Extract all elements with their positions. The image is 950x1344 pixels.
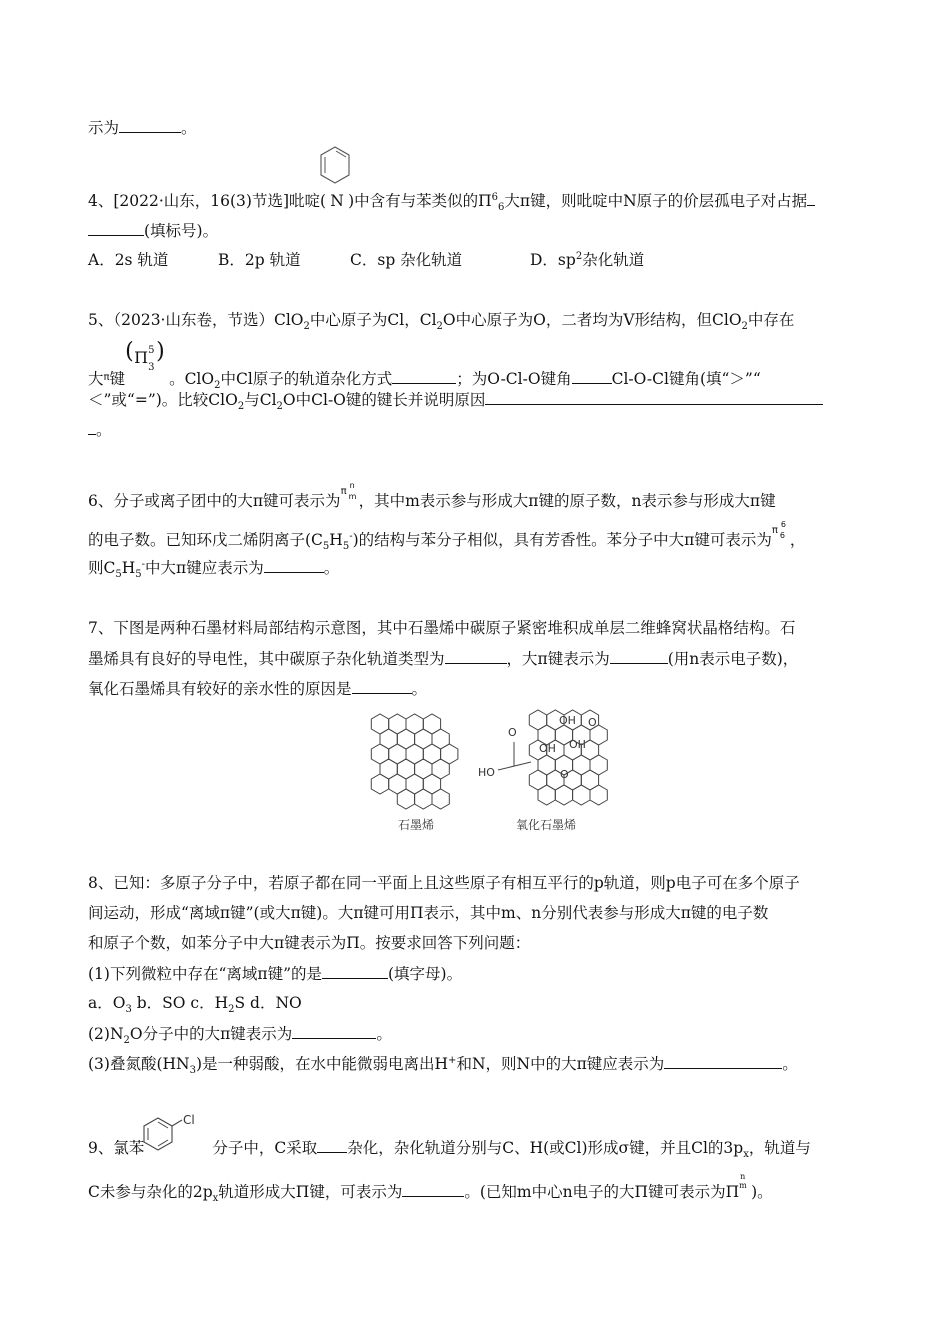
text: )是一种弱酸，在水中能微弱电离出H xyxy=(195,1055,449,1073)
text: ；为O-Cl-O键角 xyxy=(456,370,572,388)
nitrogen-label: N xyxy=(330,192,344,210)
pi-66-formula xyxy=(771,520,790,545)
subscript: 5 xyxy=(115,569,122,581)
text: 。ClO xyxy=(169,370,215,388)
question-8-line-3 xyxy=(88,933,530,953)
option-d[interactable] xyxy=(530,251,644,269)
graphene-oxide-caption: 氧化石墨烯 xyxy=(516,818,577,832)
subscript: 6 xyxy=(779,531,785,540)
text: 墨烯具有良好的导电性，其中碳原子杂化轨道类型为 xyxy=(88,650,445,668)
text: 与Cl xyxy=(244,391,277,409)
text: (填字母)。 xyxy=(388,965,463,983)
subscript: 3 xyxy=(148,362,155,373)
subscript: 2 xyxy=(276,401,283,413)
answer-blank[interactable] xyxy=(402,1181,464,1197)
question-8-line-6 xyxy=(88,1023,392,1047)
text: (2)N xyxy=(88,1025,124,1043)
subscript: 5 xyxy=(322,541,330,553)
text: S d．NO xyxy=(234,994,302,1012)
subscript: 5 xyxy=(342,541,350,553)
text: 键 xyxy=(109,370,126,388)
superscript: - xyxy=(349,530,353,542)
hexagon-ring xyxy=(397,789,414,809)
subscript: m xyxy=(348,492,357,501)
pi-nm-formula xyxy=(340,481,359,506)
hexagon-ring xyxy=(555,785,572,805)
question-5-line-3 xyxy=(88,389,823,413)
text: 示为 xyxy=(88,119,120,137)
subscript: 6 xyxy=(498,202,505,214)
o-label: O xyxy=(588,716,597,729)
option-c[interactable]: C．sp 杂化轨道 xyxy=(350,251,463,269)
text: ， xyxy=(789,531,806,549)
graphene-oxide-structure-icon xyxy=(476,706,626,814)
answer-blank[interactable] xyxy=(264,557,324,573)
text: D．sp xyxy=(530,251,576,269)
question-4-line-2 xyxy=(88,220,218,241)
text: O中心原子为O，二者均为V形结构，但ClO xyxy=(442,311,742,329)
text: 杂化轨道 xyxy=(582,251,645,269)
hexagon-ring xyxy=(432,789,449,809)
text: 轨道形成大Π键，可表示为 xyxy=(218,1183,403,1201)
o-label: O xyxy=(508,726,517,739)
text: (3)叠氮酸(HN xyxy=(88,1055,190,1073)
answer-blank[interactable] xyxy=(88,419,96,435)
text: 。 xyxy=(411,680,428,698)
text: 中Cl原子的轨道杂化方式 xyxy=(220,370,393,388)
subscript: 3 xyxy=(125,1004,132,1016)
answer-blank[interactable] xyxy=(119,117,181,133)
question-4-options xyxy=(88,250,644,270)
text: 7、下图是两种石墨材料局部结构示意图，其中石墨烯中碳原子紧密堆积成单层二维蜂窝状晶格结构。石 xyxy=(88,619,796,637)
hexagon-ring xyxy=(415,789,432,809)
answer-blank[interactable] xyxy=(292,1023,376,1039)
question-6-line-1 xyxy=(88,481,776,511)
pi-symbol: π xyxy=(771,525,778,536)
text: 。(已知m中心n电子的大Π键可表示为Π xyxy=(464,1183,740,1201)
subscript: x xyxy=(743,1149,749,1161)
superscript: n xyxy=(740,1172,746,1181)
pi-symbol: π xyxy=(340,486,347,497)
subscript: 3 xyxy=(189,1065,196,1077)
oh-label: OH xyxy=(539,742,556,755)
oh-label: OH xyxy=(569,738,586,751)
question-4-line-1 xyxy=(88,190,815,214)
subscript: 2 xyxy=(123,1035,130,1047)
question-5-line-4 xyxy=(88,419,112,440)
answer-blank[interactable] xyxy=(572,368,612,384)
answer-blank[interactable] xyxy=(88,220,144,236)
text: 的电子数。已知环戊二烯阴离子(C xyxy=(88,531,323,549)
text: (填标号)。 xyxy=(144,222,219,240)
text: 。 xyxy=(96,421,112,439)
question-5-line-2 xyxy=(88,339,761,392)
superscript: 2 xyxy=(575,250,583,262)
text: )的结构与苯分子相似，具有芳香性。苯分子中大π键可表示为 xyxy=(352,531,772,549)
question-8-line-1 xyxy=(88,873,800,893)
text: 和N，则N中的大π键应表示为 xyxy=(456,1055,665,1073)
text: 6、分子或离子团中的大π键可表示为 xyxy=(88,492,341,510)
hexagon-ring xyxy=(538,785,555,805)
prev-question-tail xyxy=(88,117,197,138)
text: 分子中，C采取 xyxy=(212,1139,318,1157)
text: 。 xyxy=(323,559,340,577)
superscript: 5 xyxy=(148,345,155,356)
text: O分子中的大π键表示为 xyxy=(129,1025,293,1043)
answer-blank[interactable] xyxy=(485,389,823,405)
text: 中心原子为Cl，Cl xyxy=(309,311,437,329)
question-7-line-1 xyxy=(88,618,795,638)
text: ，大π键表示为 xyxy=(506,650,610,668)
text: ，轨道与 xyxy=(748,1139,811,1157)
text: 5、（2023·山东卷，节选）ClO xyxy=(88,311,304,329)
text: a．O xyxy=(88,994,126,1012)
big-pi-formula: ( Π 5 3 ) xyxy=(125,346,169,376)
answer-blank[interactable] xyxy=(392,368,456,384)
text: 氧化石墨烯具有较好的亲水性的原因是 xyxy=(88,680,352,698)
question-9-line-1 xyxy=(88,1137,811,1161)
text: b．SO c．H xyxy=(131,994,229,1012)
chlorine-label: Cl xyxy=(183,1113,195,1127)
hexagon-ring xyxy=(573,785,590,805)
subscript: 2 xyxy=(214,380,221,392)
text: O中Cl-O键的键长并说明原因 xyxy=(282,391,486,409)
question-7-line-3 xyxy=(88,678,427,699)
option-b[interactable]: B．2p 轨道 xyxy=(218,251,301,269)
text: ＜”或“=”)。比较ClO xyxy=(88,391,238,409)
question-8-line-7 xyxy=(88,1053,798,1077)
superscript: - xyxy=(141,558,146,570)
superscript: 6 xyxy=(780,520,786,529)
option-a[interactable]: A．2s 轨道 xyxy=(88,251,169,269)
text: )中含有与苯类似的Π xyxy=(348,192,492,210)
text: 间运动，形成“离域π键”(或大π键)。大π键可用Π表示，其中m、n分别代表参与形成大π键的电子数 xyxy=(88,904,769,922)
subscript: m xyxy=(739,1181,747,1190)
answer-blank[interactable] xyxy=(610,648,668,664)
question-5-line-1 xyxy=(88,310,795,333)
pi-nm-indices xyxy=(739,1172,751,1197)
text: 和原子个数，如苯分子中大π键表示为Π。按要求回答下列问题： xyxy=(88,934,531,952)
text: C未参与杂化的2p xyxy=(88,1183,213,1201)
answer-blank[interactable] xyxy=(445,648,507,664)
subscript: 5 xyxy=(135,569,142,581)
text: 中大π键应表示为 xyxy=(145,559,264,577)
text: 8、已知：多原子分子中，若原子都在同一平面上且这些原子有相互平行的p轨道，则p电子可在多个原子 xyxy=(88,874,800,892)
text: H xyxy=(329,531,343,549)
answer-blank[interactable] xyxy=(317,1137,347,1153)
subscript: 2 xyxy=(741,321,748,333)
big-pi-symbol: Π xyxy=(134,348,149,367)
text: (1)下列微粒中存在“离域π键”的是 xyxy=(88,965,322,983)
question-8-line-2 xyxy=(88,903,768,923)
question-6-line-2 xyxy=(88,520,806,553)
answer-blank[interactable] xyxy=(664,1053,782,1069)
text: 。 xyxy=(181,119,197,137)
subscript: 2 xyxy=(237,401,245,413)
text: Cl-O-Cl键角(填“＞”“ xyxy=(611,370,761,388)
pi-symbol: π xyxy=(103,372,110,383)
answer-blank[interactable] xyxy=(322,963,388,979)
question-8-line-4 xyxy=(88,963,462,984)
answer-blank[interactable] xyxy=(807,190,815,206)
text: 9、氯苯 xyxy=(88,1139,145,1157)
hexagon-ring xyxy=(590,785,607,805)
subscript: x xyxy=(212,1193,219,1205)
text: (用n表示电子数)， xyxy=(667,650,799,668)
ho-label: HO xyxy=(478,766,495,779)
subscript: 2 xyxy=(436,321,443,333)
text: 4、[2022·山东，16(3)节选]吡啶( xyxy=(88,192,327,210)
superscript: + xyxy=(448,1054,457,1066)
subscript: 2 xyxy=(228,1004,235,1016)
hexagon-ring xyxy=(371,774,388,794)
o-label: O xyxy=(560,768,569,781)
text: 。 xyxy=(376,1025,392,1043)
answer-blank[interactable] xyxy=(352,678,412,694)
question-7-line-2 xyxy=(88,648,798,669)
superscript: n xyxy=(349,481,355,490)
graphene-caption: 石墨烯 xyxy=(398,818,435,832)
question-9-line-2 xyxy=(88,1172,773,1205)
question-6-line-3 xyxy=(88,557,340,581)
superscript: 6 xyxy=(491,191,499,203)
text: 杂化，杂化轨道分别与C、H(或Cl)形成σ键，并且Cl的3p xyxy=(347,1139,744,1157)
subscript: 2 xyxy=(303,321,310,333)
text: )。 xyxy=(751,1183,773,1201)
text: 则C xyxy=(88,559,116,577)
text: 。 xyxy=(782,1055,798,1073)
text: ，其中m表示参与形成大π键的原子数，n表示参与形成大π键 xyxy=(358,492,776,510)
graphene-structure-icon xyxy=(362,710,468,814)
oh-label: OH xyxy=(559,714,576,727)
text: 大 xyxy=(88,370,104,388)
text: 中存在 xyxy=(747,311,795,329)
text: H xyxy=(121,559,136,577)
text: 大π键，则吡啶中N原子的价层孤电子对占据 xyxy=(504,192,808,210)
question-8-line-5 xyxy=(88,993,302,1016)
